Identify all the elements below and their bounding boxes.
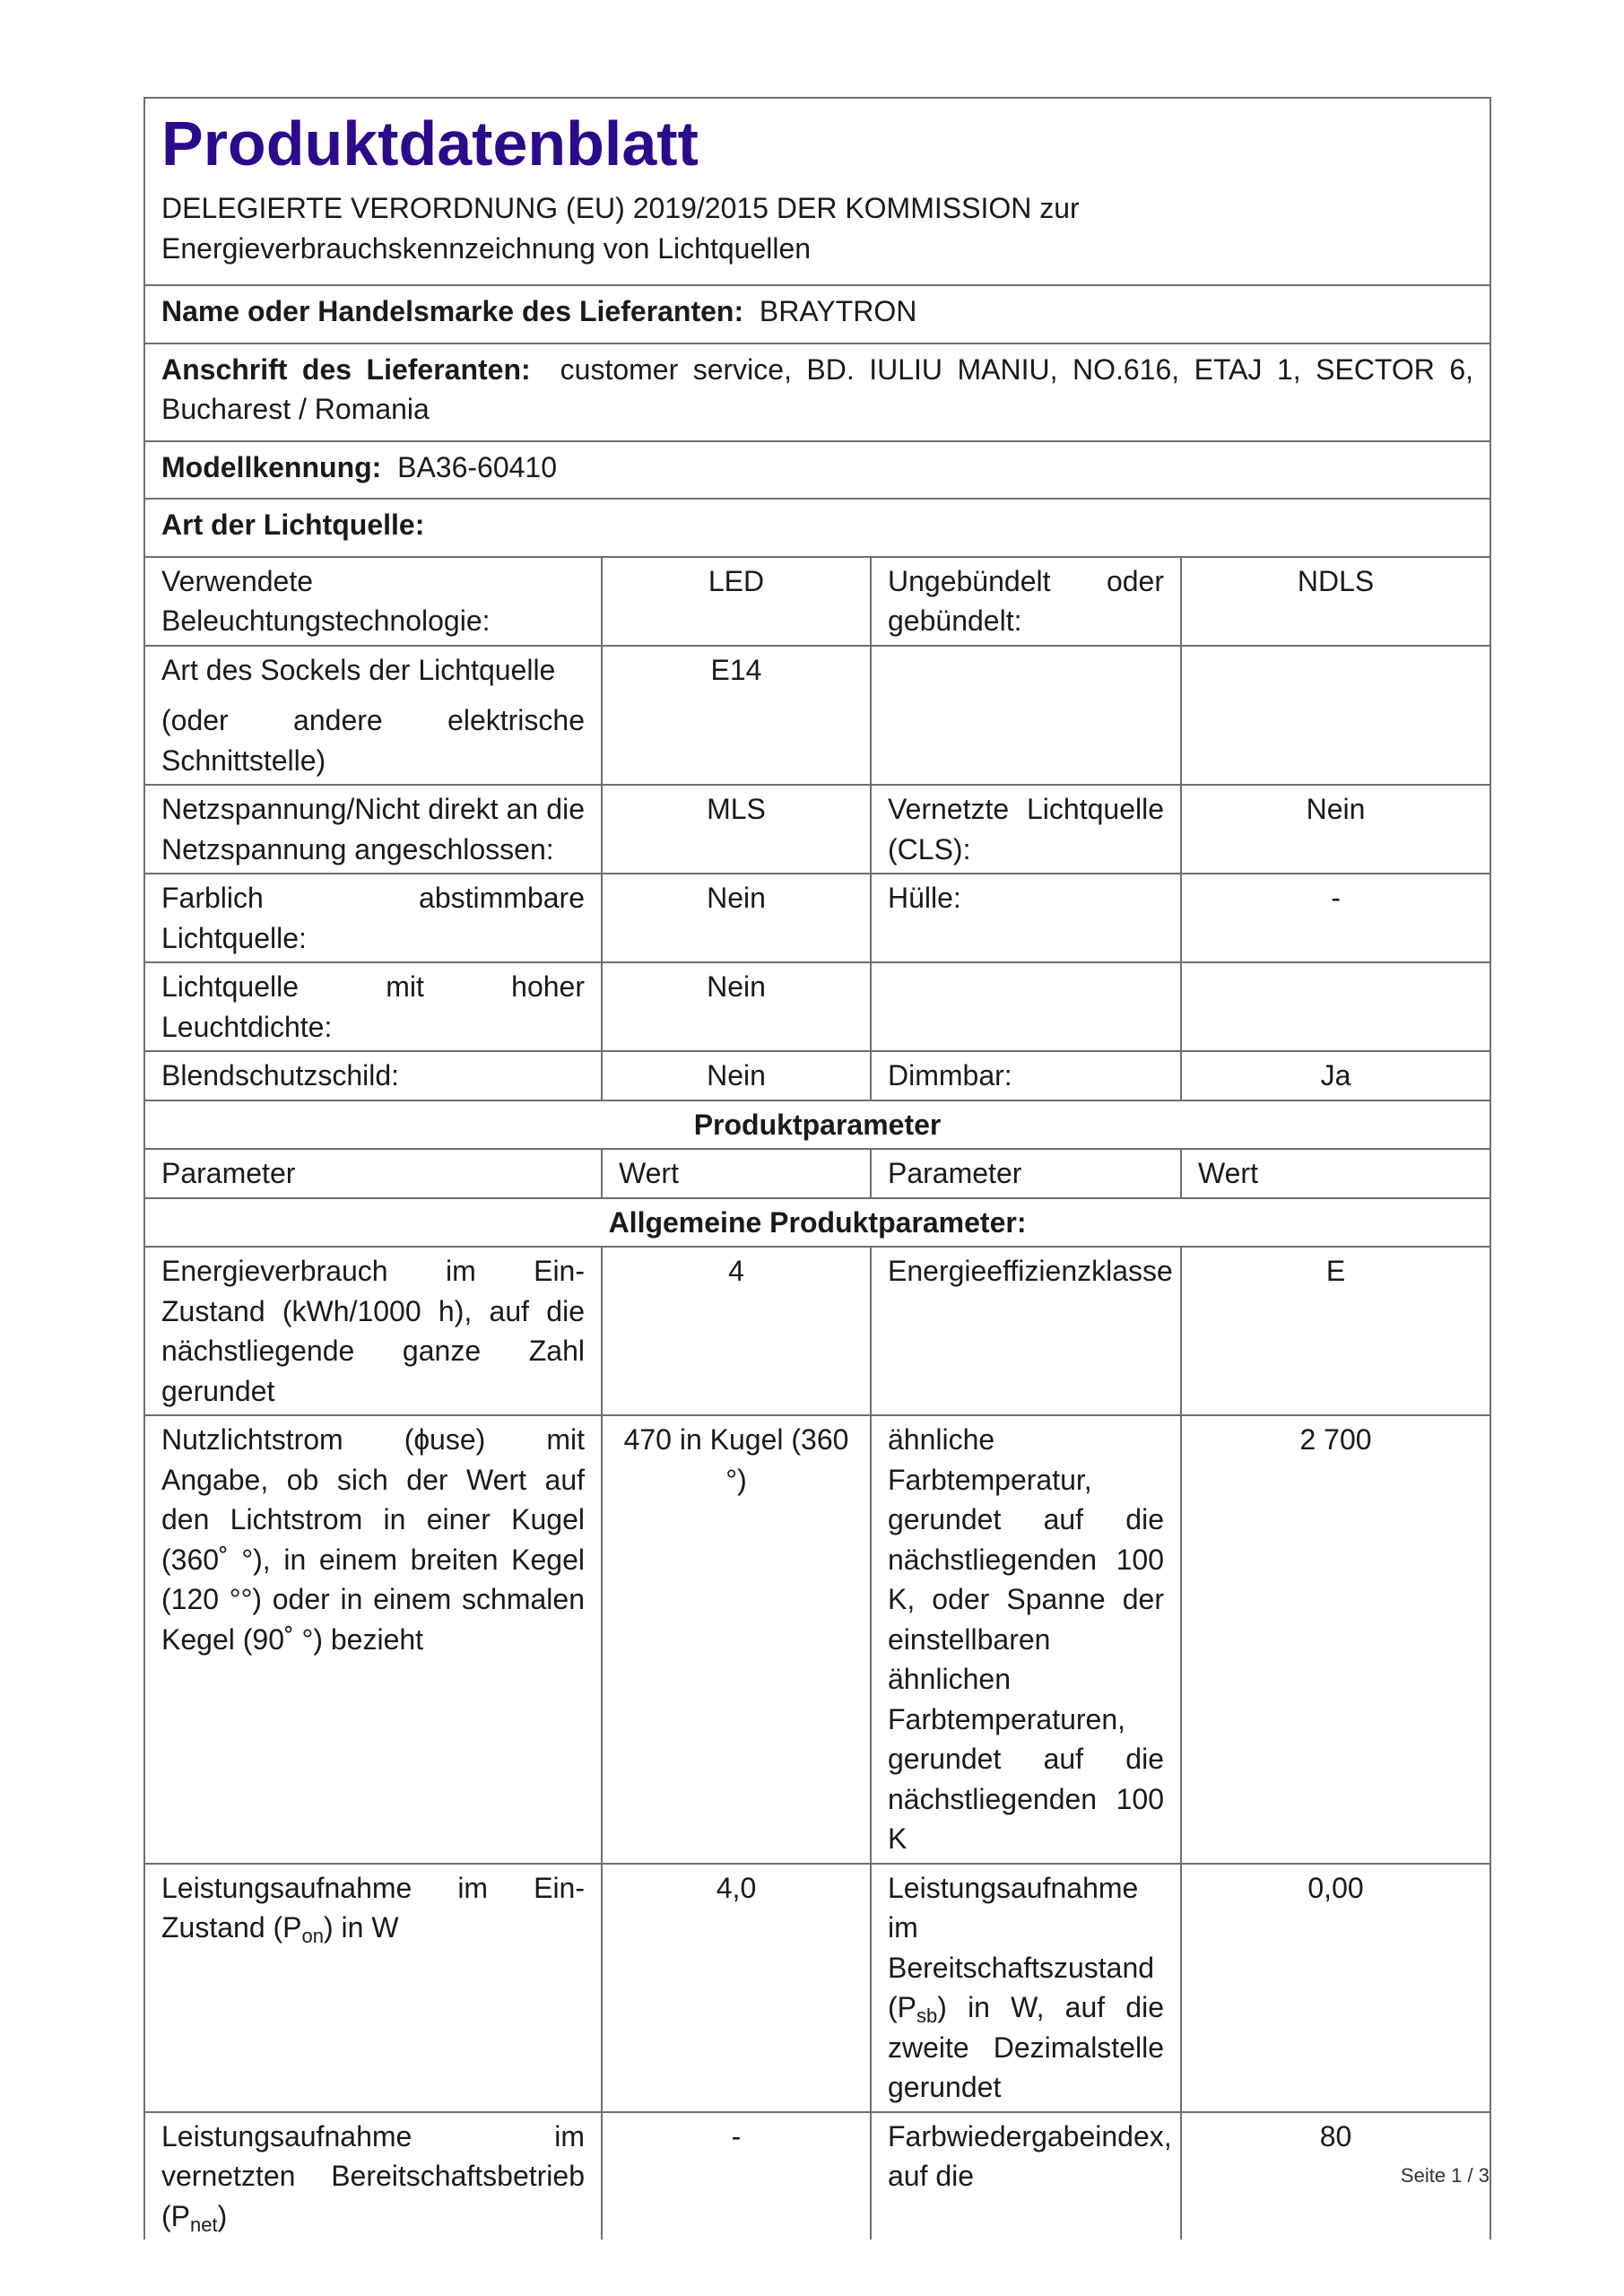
page-title: Produktdatenblatt — [161, 109, 699, 178]
column-header-parameter: Parameter — [144, 1149, 602, 1198]
section-title-product-parameters: Produktparameter — [144, 1100, 1490, 1150]
param-cell: Farblich abstimmbare Lichtquelle: — [144, 874, 602, 962]
value-cell: 80 — [1181, 2112, 1490, 2240]
table-row — [144, 962, 1490, 1051]
table-row — [144, 1247, 1490, 1415]
value-cell: E14 — [602, 646, 871, 786]
lightsource-type-row — [144, 499, 1490, 557]
param-cell: Leistungsaufnahme im Ein-Zustand $(P_{on})$ in W — [144, 1864, 602, 2112]
table-row — [144, 1415, 1490, 1864]
column-header-value: Wert — [1181, 1149, 1490, 1198]
value-cell — [1181, 646, 1490, 786]
param-cell: Lichtquelle mit hoher Leuchtdichte: — [144, 962, 602, 1051]
section-header-row — [144, 1100, 1490, 1150]
column-header-parameter: Parameter — [871, 1149, 1181, 1198]
supplier-address-value: customer service, BD. IULIU MANIU, NO.616, ETAJ 1, SECTOR 6, Bucharest / Romania — [161, 352, 1474, 425]
param-cell: Art des Sockels der Lichtquelle (oder andere elektrische Schnittstelle) — [144, 646, 602, 786]
value-cell: - — [602, 2112, 871, 2240]
supplier-address-row — [144, 344, 1490, 441]
lightsource-type-label: Art der Lichtquelle: — [161, 509, 425, 541]
table-row — [144, 2112, 1490, 2240]
column-header-row — [144, 1149, 1490, 1198]
param-cell: Farbwiedergabeindex, auf die — [871, 2112, 1181, 2240]
table-row — [144, 646, 1490, 786]
value-cell: Nein — [602, 874, 871, 962]
table-row — [144, 1864, 1490, 2112]
value-cell: Ja — [1181, 1051, 1490, 1100]
section-title-general-parameters: Allgemeine Produktparameter: — [144, 1198, 1490, 1248]
value-cell: Nein — [602, 1051, 871, 1100]
value-cell: NDLS — [1181, 557, 1490, 646]
value-cell: LED — [602, 557, 871, 646]
supplier-address-label: Anschrift des Lieferanten: — [161, 352, 531, 386]
param-cell: Energieeffizienzklasse — [871, 1247, 1181, 1415]
param-cell: Leistungsaufnahme im Bereitschaftszustand $(P_{sb})$ in W, auf die zweite Dezimalstelle gerundet — [871, 1864, 1181, 2112]
param-cell: Verwendete Beleuchtungstechnologie: — [144, 557, 602, 646]
value-cell: 2 700 — [1181, 1415, 1490, 1864]
table-row — [144, 1051, 1490, 1100]
value-cell: MLS — [602, 785, 871, 874]
param-cell: Dimmbar: — [871, 1051, 1181, 1100]
data-sheet-table — [143, 97, 1491, 2239]
value-cell: 4 — [602, 1247, 871, 1415]
table-row — [144, 874, 1490, 962]
param-cell: Leistungsaufnahme im vernetzten Bereitschaftsbetrieb $(P_{net})$ — [144, 2112, 602, 2240]
model-label: Modellkennung: — [161, 450, 382, 483]
model-value: BA36-60410 — [397, 450, 558, 483]
param-cell: Netzspannung/Nicht direkt an die Netzspannung angeschlossen: — [144, 785, 602, 874]
param-cell: Vernetzte Lichtquelle (CLS): — [871, 785, 1181, 874]
param-cell: Nutzlichtstrom (ɸuse) mit Angabe, ob sich der Wert auf den Lichtstrom in einer Kugel (360˚ °), in einem breiten Kegel (120 °°) oder in einem schmalen Kegel (90˚ °) bezieht — [144, 1415, 602, 1864]
param-cell: ähnliche Farbtemperatur, gerundet auf die nächstliegenden 100 K, oder Spanne der einstellbaren ähnlichen Farbtemperaturen, gerundet auf die nächstliegenden 100 K — [871, 1415, 1181, 1864]
model-row — [144, 441, 1490, 500]
value-cell: 0,00 — [1181, 1864, 1490, 2112]
table-row — [144, 785, 1490, 874]
header-row — [144, 98, 1490, 285]
value-cell: Nein — [602, 962, 871, 1051]
supplier-name-value: BRAYTRON — [759, 295, 917, 327]
param-cell: Hülle: — [871, 874, 1181, 962]
page-number: Seite 1 / 3 — [1400, 2164, 1489, 2187]
value-cell: 470 in Kugel (360 °) — [602, 1415, 871, 1864]
value-cell: Nein — [1181, 785, 1490, 874]
table-row — [144, 557, 1490, 646]
supplier-name-row — [144, 285, 1490, 344]
regulation-subtitle: DELEGIERTE VERORDNUNG (EU) 2019/2015 DER KOMMISSION zur Energieverbrauchskennzeichnung von Lichtquellen — [161, 192, 1080, 265]
value-cell: 4,0 — [602, 1864, 871, 2112]
param-cell: Blendschutzschild: — [144, 1051, 602, 1100]
supplier-name-label: Name oder Handelsmarke des Lieferanten: — [161, 295, 744, 327]
param-cell: Energieverbrauch im Ein-Zustand (kWh/1000 h), auf die nächstliegende ganze Zahl gerundet — [144, 1247, 602, 1415]
column-header-value: Wert — [602, 1149, 871, 1198]
product-data-sheet — [143, 97, 1489, 2239]
value-cell — [1181, 962, 1490, 1051]
section-header-row — [144, 1198, 1490, 1248]
param-cell: Ungebündelt oder gebündelt: — [871, 557, 1181, 646]
value-cell: E — [1181, 1247, 1490, 1415]
value-cell: - — [1181, 874, 1490, 962]
param-cell — [871, 962, 1181, 1051]
param-cell — [871, 646, 1181, 786]
